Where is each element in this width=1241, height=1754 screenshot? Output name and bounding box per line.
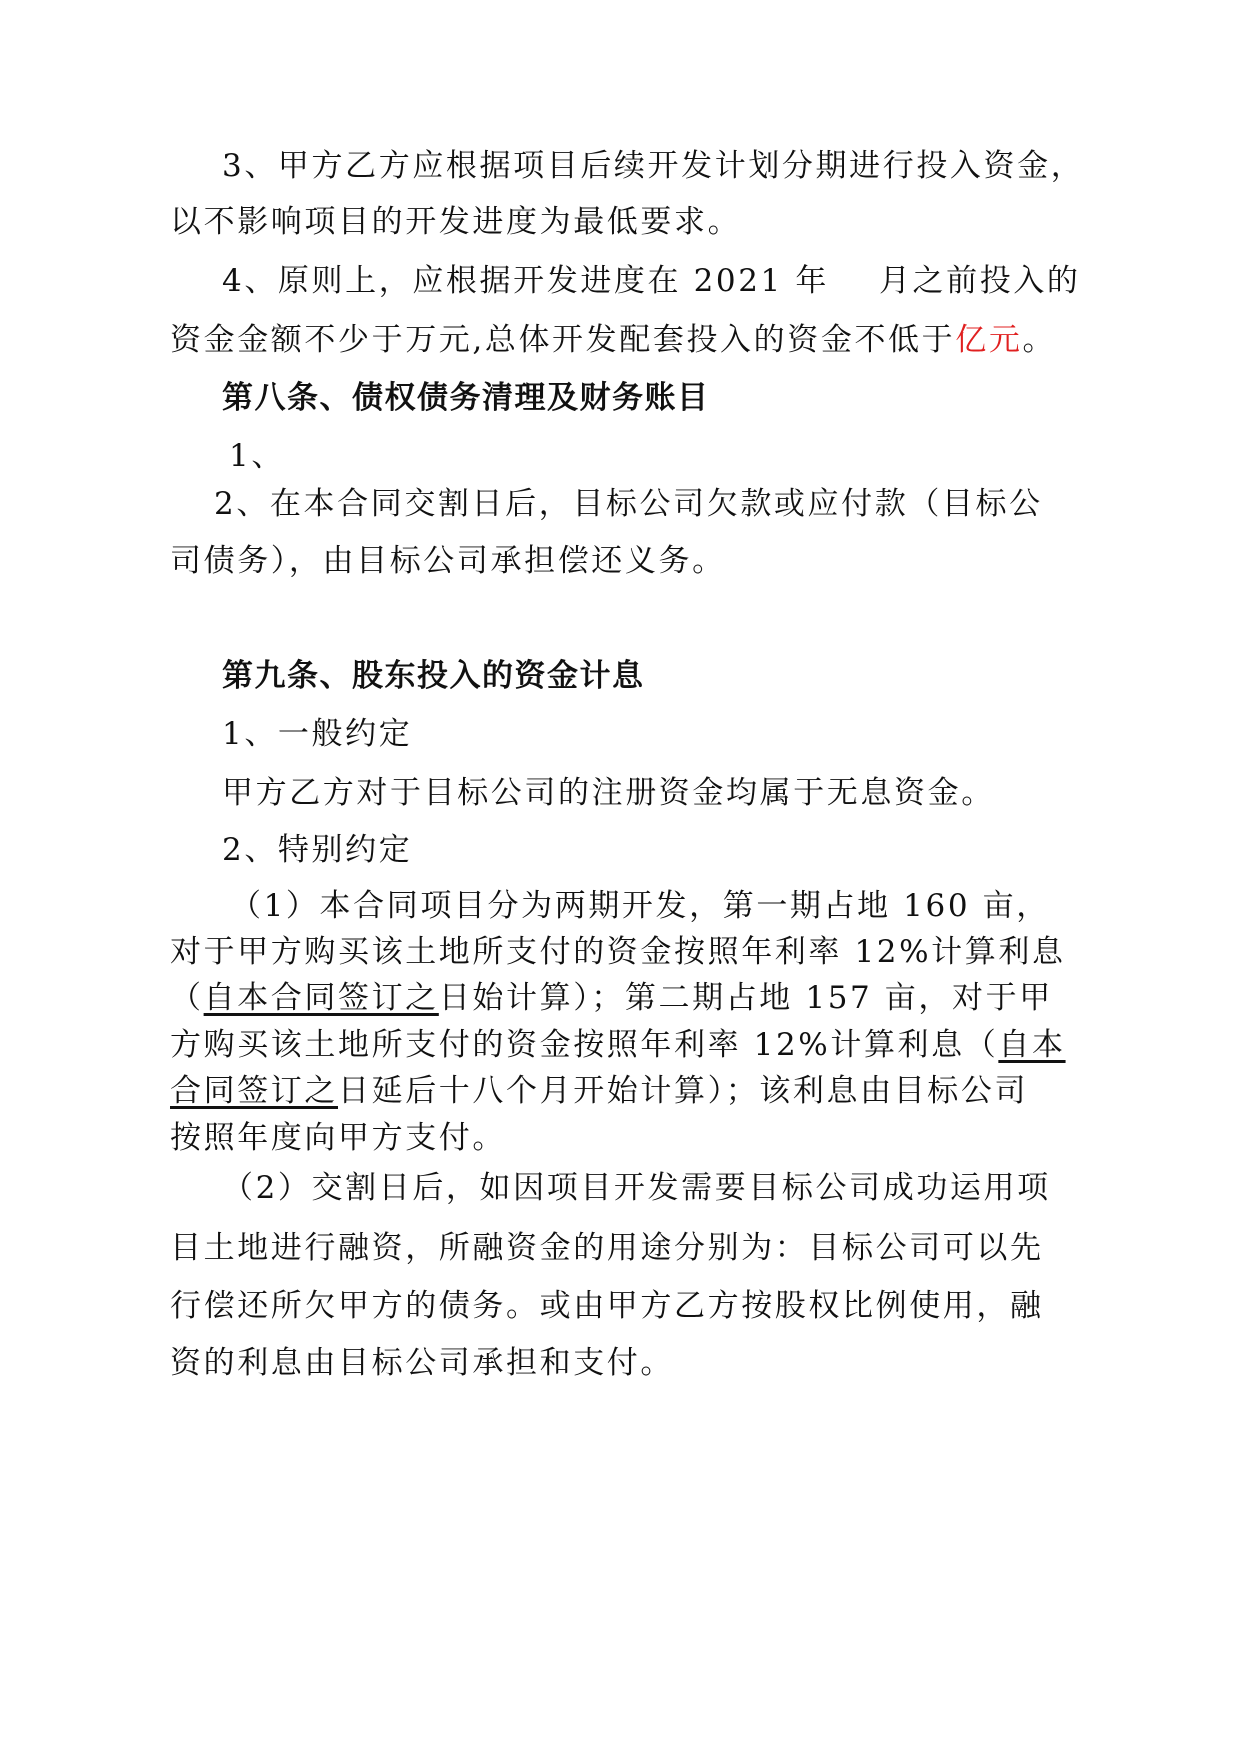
- article-8-heading: 第八条、债权债务清理及财务账目: [222, 380, 710, 416]
- clause-1-line-2: 对于甲方购买该土地所支付的资金按照年利率 12%计算利息: [170, 934, 1066, 970]
- clause-1-line-4-underlined: 自本: [998, 1027, 1066, 1063]
- article-8-item-1: 1、: [229, 438, 285, 474]
- paragraph-4-line-2-part-a: 资金金额不少于万元,总体开发配套投入的资金不低于: [170, 322, 956, 358]
- general-provision-text: 甲方乙方对于目标公司的注册资金均属于无息资金。: [222, 775, 995, 811]
- article-8-item-2-line-2: 司债务），由目标公司承担偿还义务。: [170, 543, 726, 579]
- amount-unit-red: 亿元: [955, 322, 1023, 358]
- clause-1-line-1: （1）本合同项目分为两期开发，第一期占地 160 亩，: [230, 888, 1050, 924]
- paragraph-4-line-1: [222, 261, 1081, 301]
- clause-1-line-5-underlined: 合同签订之: [170, 1073, 338, 1109]
- paragraph-4-line-1-part-b: 月之前投入的: [878, 263, 1081, 299]
- special-provision-title: 2、特别约定: [222, 832, 413, 868]
- paragraph-3-line-2: 以不影响项目的开发进度为最低要求。: [170, 204, 742, 240]
- clause-2-line-2: 目土地进行融资，所融资金的用途分别为：目标公司可以先: [170, 1230, 1044, 1266]
- paragraph-4-line-2: [170, 320, 1056, 360]
- clause-1-line-3-underlined: 自本合同签订之: [203, 980, 439, 1016]
- clause-1-line-5-rest: 日延后十八个月开始计算）；该利息由目标公司: [338, 1073, 1029, 1109]
- clause-1-line-6: 按照年度向甲方支付。: [170, 1120, 506, 1156]
- clause-1-line-5: [170, 1071, 1028, 1111]
- clause-2-line-1: （2）交割日后，如因项目开发需要目标公司成功运用项: [222, 1170, 1051, 1206]
- paragraph-3-line-1: 3、甲方乙方应根据项目后续开发计划分期进行投入资金，: [222, 148, 1085, 184]
- clause-1-line-3-rest: 日始计算）；第二期占地 157 亩，对于甲: [438, 980, 1053, 1016]
- paragraph-4-line-1-part-a: 4、原则上，应根据开发进度在 2021 年: [222, 263, 829, 299]
- clause-1-line-4-text: 方购买该土地所支付的资金按照年利率 12%计算利息（: [170, 1027, 999, 1063]
- general-provision-title: 1、一般约定: [222, 716, 413, 752]
- article-8-item-2-line-1: 2、在本合同交割日后，目标公司欠款或应付款（目标公: [214, 486, 1043, 522]
- clause-1-line-3: [170, 978, 1053, 1018]
- article-9-heading: 第九条、股东投入的资金计息: [222, 658, 645, 694]
- clause-1-line-3-open: （: [170, 980, 204, 1016]
- clause-2-line-3: 行偿还所欠甲方的债务。或由甲方乙方按股权比例使用，融: [170, 1288, 1044, 1324]
- clause-2-line-4: 资的利息由目标公司承担和支付。: [170, 1345, 674, 1381]
- clause-1-line-4: [170, 1025, 1066, 1065]
- paragraph-4-line-2-end: 。: [1022, 322, 1057, 358]
